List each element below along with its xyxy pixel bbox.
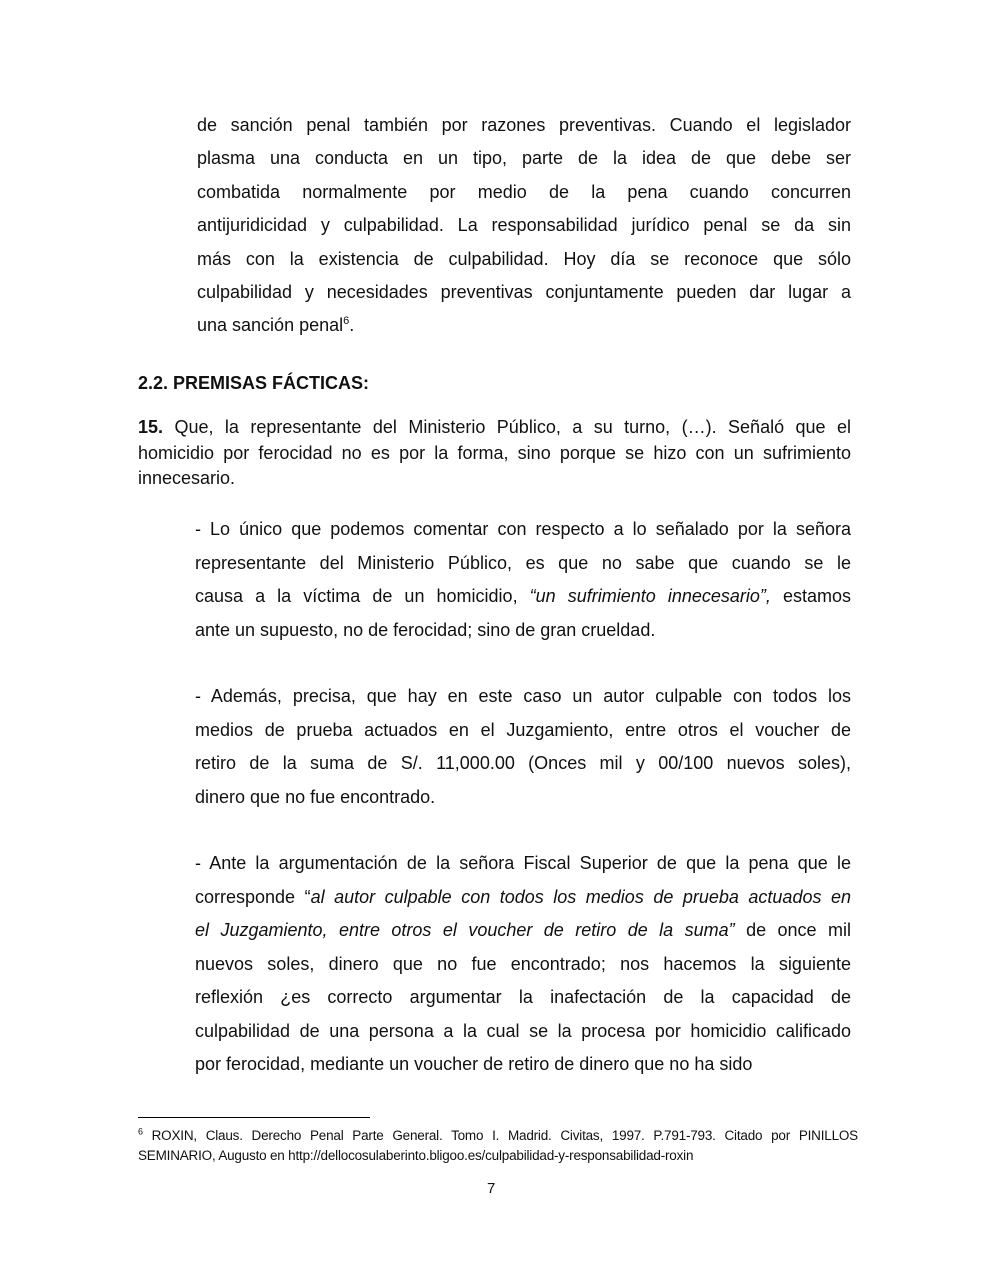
- text-run: causa a la víctima de un homicidio,: [195, 586, 530, 607]
- text-line: [197, 209, 851, 242]
- text-run: una sanción penal: [197, 315, 344, 336]
- text-run: corresponde “: [195, 886, 311, 907]
- paragraph-continuation: [197, 109, 851, 343]
- paragraph-15: [138, 415, 851, 492]
- text-line: [195, 714, 851, 748]
- text-run: retiro de la suma de S/. 11,000.00 (Onces mil y 00/100 nuevos soles),: [195, 753, 851, 774]
- text-line: [195, 914, 851, 948]
- text-line: [195, 1015, 851, 1049]
- text-run: - Lo único que podemos comentar con respecto a lo señalado por la señora: [195, 519, 851, 539]
- text-run: de sanción penal también por razones preventivas. Cuando el legislador: [197, 115, 851, 135]
- text-run: ante un supuesto, no de ferocidad; sino de gran crueldad.: [195, 619, 656, 640]
- footnote: [138, 1126, 858, 1166]
- text-line: [138, 466, 851, 492]
- text-run: .: [349, 315, 355, 336]
- dash-paragraph-2: [195, 680, 851, 814]
- footnote-line-2: SEMINARIO, Augusto en http://dellocosulaberinto.bligoo.es/culpabilidad-y-responsabilidad-roxin: [138, 1148, 694, 1163]
- text-run: representante del Ministerio Público, es que no sabe que cuando se le: [195, 552, 851, 573]
- text-line: [195, 948, 851, 982]
- text-line: [197, 309, 851, 342]
- text-run: reflexión ¿es correcto argumentar la inafectación de la capacidad de: [195, 987, 851, 1007]
- text-line: [195, 547, 851, 581]
- text-line: [197, 109, 851, 142]
- text-run: culpabilidad y necesidades preventivas conjuntamente pueden dar lugar a: [197, 282, 851, 303]
- text-run: combatida normalmente por medio de la pena cuando concurren: [197, 181, 851, 202]
- text-line: [195, 981, 851, 1015]
- text-run: Que, la representante del Ministerio Público, a su turno, (…). Señaló que el: [163, 417, 851, 437]
- text-run: antijuridicidad y culpabilidad. La responsabilidad jurídico penal se da sin: [197, 215, 851, 236]
- text-line: [195, 847, 851, 881]
- text-line: [195, 747, 851, 781]
- text-line: [138, 415, 851, 441]
- text-run: medios de prueba actuados en el Juzgamiento, entre otros el voucher de: [195, 719, 851, 740]
- text-line: [195, 580, 851, 614]
- text-line: [195, 881, 851, 915]
- text-run: dinero que no fue encontrado.: [195, 786, 436, 807]
- footnote-divider: [138, 1117, 370, 1118]
- text-run: - Ante la argumentación de la señora Fiscal Superior de que la pena que le: [195, 853, 851, 873]
- text-line: [197, 276, 851, 309]
- text-line: [195, 513, 851, 547]
- text-line: [195, 781, 851, 815]
- dash-paragraph-3: [195, 847, 851, 1082]
- text-run: 15.: [138, 417, 164, 437]
- text-run: por ferocidad, mediante un voucher de retiro de dinero que no ha sido: [195, 1054, 753, 1074]
- text-run: estamos: [770, 586, 851, 607]
- text-line: [195, 1048, 851, 1082]
- text-run: el Juzgamiento, entre otros el voucher de retiro de la suma”: [195, 920, 735, 940]
- text-run: “un sufrimiento innecesario”,: [529, 586, 771, 607]
- text-line: [197, 243, 851, 276]
- footnote-reference: 6: [343, 315, 350, 328]
- text-run: - Además, precisa, que hay en este caso un autor culpable con todos los: [195, 686, 851, 706]
- text-run: más con la existencia de culpabilidad. Hoy día se reconoce que sólo: [197, 248, 851, 269]
- text-line: [195, 614, 851, 648]
- footnote-line-1: ROXIN, Claus. Derecho Penal Parte General. Tomo I. Madrid. Civitas, 1997. P.791-793. Citado por PINILLOS: [151, 1128, 858, 1143]
- text-run: innecesario.: [138, 468, 236, 488]
- text-line: [197, 142, 851, 175]
- dash-paragraph-1: [195, 513, 851, 647]
- text-run: homicidio por ferocidad no es por la forma, sino porque se hizo con un sufrimiento: [138, 442, 851, 463]
- text-line: [197, 176, 851, 209]
- page-number: 7: [487, 1180, 496, 1197]
- text-line: [138, 441, 851, 467]
- section-heading: 2.2. PREMISAS FÁCTICAS:: [138, 373, 370, 393]
- text-run: culpabilidad de una persona a la cual se la procesa por homicidio calificado: [195, 1020, 851, 1041]
- text-line: [195, 680, 851, 714]
- footnote-marker: 6: [138, 1126, 143, 1137]
- text-run: nuevos soles, dinero que no fue encontrado; nos hacemos la siguiente: [195, 953, 851, 974]
- text-run: plasma una conducta en un tipo, parte de la idea de que debe ser: [197, 148, 851, 169]
- text-run: de once mil: [734, 920, 851, 940]
- text-run: al autor culpable con todos los medios de prueba actuados en: [310, 886, 851, 907]
